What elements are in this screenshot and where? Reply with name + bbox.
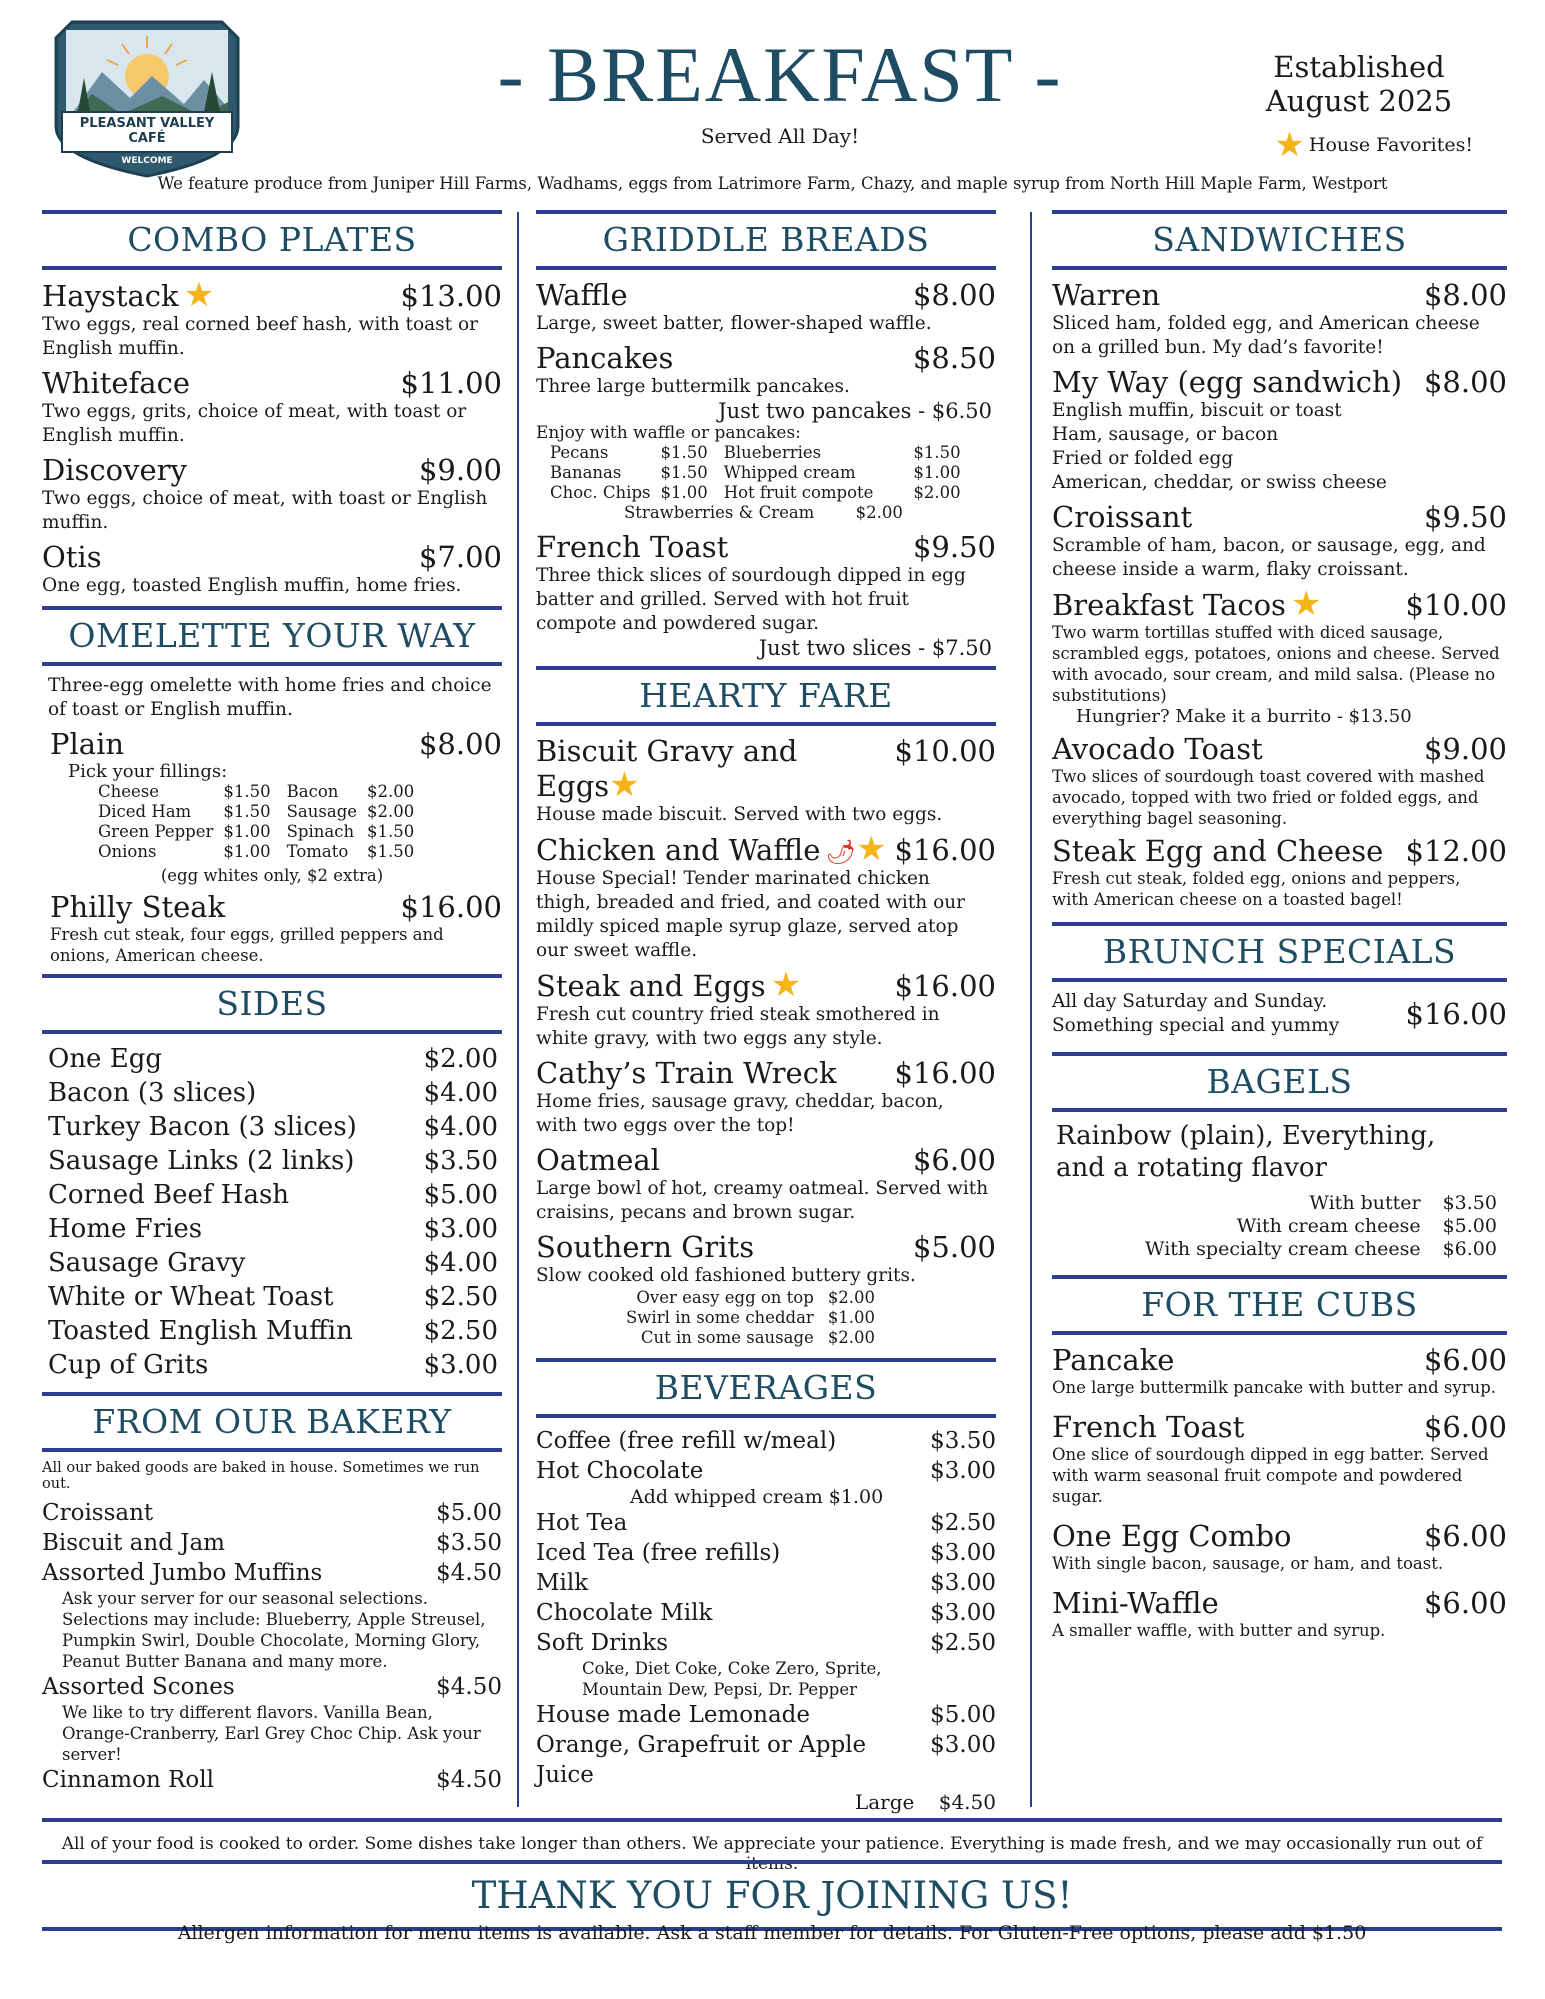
- fillings-label: Pick your fillings:: [68, 761, 228, 782]
- footer-note: All of your food is cooked to order. Some dishes take longer than others. We appreciate your patience. Everything is made fresh, and we may occasionally run out of items.: [42, 1818, 1502, 1874]
- menu-item: [42, 890, 502, 966]
- item-desc: Slow cooked old fashioned buttery grits.: [536, 1265, 916, 1286]
- menu-item: [536, 341, 996, 423]
- item-name: Southern Grits: [536, 1230, 755, 1264]
- list-item: [536, 1700, 996, 1730]
- filling-name: Onions: [98, 842, 157, 861]
- option-price: $3.50: [1442, 1192, 1497, 1214]
- produce-note: We feature produce from Juniper Hill Farms, Wadhams, eggs from Latrimore Farm, Chazy, and maple syrup from North Hill Maple Farm, Westport: [157, 174, 1388, 193]
- list-item: [48, 1212, 502, 1246]
- menu-item: [536, 530, 996, 660]
- topping-price: $1.50: [660, 443, 708, 462]
- item-price: $3.00: [930, 1570, 996, 1596]
- favorites-label: House Favorites!: [1308, 134, 1473, 156]
- item-name: Mini-Waffle: [1052, 1586, 1219, 1620]
- item-sub: Hungrier? Make it a burrito - $13.50: [1076, 706, 1412, 727]
- chili-pepper-icon: 🌶: [825, 838, 856, 866]
- table-row: [98, 802, 424, 822]
- item-price: $9.50: [1423, 500, 1507, 534]
- list-item: [48, 1076, 502, 1110]
- option-price: $6.00: [1442, 1238, 1497, 1260]
- menu-item: [1052, 584, 1507, 727]
- item-name: Steak Egg and Cheese: [1052, 834, 1384, 868]
- item-price: $6.00: [1423, 1586, 1507, 1620]
- item-name: Turkey Bacon (3 slices): [48, 1112, 357, 1142]
- menu-item: [536, 278, 996, 336]
- hearty-title: HEARTY FARE: [536, 666, 996, 726]
- filling-price: $1.00: [223, 822, 271, 841]
- item-name: French Toast: [536, 530, 729, 564]
- list-item: [48, 1246, 502, 1280]
- option-price: $5.00: [1442, 1215, 1497, 1237]
- item-desc: House Special! Tender marinated chicken thigh, breaded and fried, and coated with our mildly spiced maple syrup glaze, served atop our sweet waffle.: [536, 868, 965, 961]
- menu-item: [1052, 1519, 1507, 1574]
- item-desc: Three thick slices of sourdough dipped in egg batter and grilled. Served with hot fruit compote and powdered sugar.: [536, 565, 966, 634]
- item-price: $11.00: [400, 366, 502, 400]
- item-desc: Two eggs, choice of meat, with toast or English muffin.: [42, 488, 488, 533]
- item-desc: Fresh cut country fried steak smothered in white gravy, with two eggs any style.: [536, 1004, 940, 1049]
- topping-name: Blueberries: [723, 443, 822, 462]
- strawberries-row: [536, 503, 996, 522]
- item-price: $2.50: [423, 1316, 498, 1346]
- item-name: Hot Tea: [536, 1510, 628, 1536]
- menu-item: [1052, 1586, 1507, 1641]
- item-price: $16.00: [894, 1056, 996, 1090]
- list-item: [42, 1528, 502, 1558]
- table-row: [626, 1328, 885, 1348]
- item-price: $3.00: [423, 1350, 498, 1380]
- list-item: [536, 1628, 996, 1658]
- menu-item: [42, 727, 502, 761]
- item-price: $3.50: [930, 1428, 996, 1454]
- item-desc: Two warm tortillas stuffed with diced sausage, scrambled eggs, potatoes, onions and cheese. Served with avocado, sour cream, and mild salsa. (Please no substitutions): [1052, 623, 1500, 705]
- list-item: [536, 1730, 996, 1790]
- filling-price: $1.50: [223, 782, 271, 801]
- filling-price: $1.50: [367, 822, 415, 841]
- item-price: $12.00: [1405, 834, 1507, 868]
- established-line2: August 2025: [1265, 84, 1453, 118]
- star-icon: ★: [609, 765, 640, 805]
- item-desc: Two eggs, real corned beef hash, with toast or English muffin.: [42, 314, 478, 359]
- topping-price: $2.00: [913, 483, 961, 502]
- filling-price: $2.00: [367, 782, 415, 801]
- item-name: Waffle: [536, 278, 628, 312]
- option-name: With specialty cream cheese: [1145, 1238, 1421, 1260]
- cafe-logo: [52, 18, 242, 178]
- star-icon: ★: [770, 965, 802, 1005]
- item-desc: Coke, Diet Coke, Coke Zero, Sprite, Mountain Dew, Pepsi, Dr. Pepper: [582, 1659, 882, 1699]
- item-name: Cinnamon Roll: [42, 1767, 214, 1793]
- item-price: $6.00: [1423, 1519, 1507, 1553]
- table-row: [1145, 1215, 1507, 1238]
- item-price: $6.00: [1423, 1343, 1507, 1377]
- item-sub: Just two slices - $7.50: [758, 636, 992, 660]
- item-price: $16.00: [400, 890, 502, 924]
- item-name: Biscuit Gravy and Eggs: [536, 734, 798, 803]
- item-price: $2.00: [423, 1044, 498, 1074]
- item-price: $5.00: [436, 1500, 502, 1526]
- item-name: Sausage Links (2 links): [48, 1146, 355, 1176]
- star-icon: ★: [183, 275, 215, 315]
- item-desc: Three large buttermilk pancakes.: [536, 376, 850, 397]
- sandwiches-title: SANDWICHES: [1052, 210, 1507, 270]
- filling-price: $1.50: [223, 802, 271, 821]
- bagel-options: [1145, 1192, 1507, 1261]
- table-row: [1145, 1192, 1507, 1215]
- item-desc: One egg, toasted English muffin, home fries.: [42, 575, 462, 596]
- item-price: $10.00: [1405, 588, 1507, 622]
- table-row: [98, 842, 424, 862]
- favorites-legend: [1274, 125, 1473, 165]
- item-name: Hot Chocolate: [536, 1458, 704, 1484]
- item-desc: One large buttermilk pancake with butter and syrup.: [1052, 1378, 1497, 1397]
- item-name: Philly Steak: [50, 890, 226, 924]
- topping-name: Pecans: [550, 443, 609, 462]
- addon-price: $2.00: [827, 1288, 876, 1307]
- menu-item: [42, 275, 502, 361]
- item-name: Pancakes: [536, 341, 674, 375]
- list-item: [48, 1042, 502, 1076]
- list-item: [42, 1558, 502, 1588]
- item-price: $8.00: [418, 727, 502, 761]
- omelette-title: OMELETTE YOUR WAY: [42, 606, 502, 666]
- item-name: Home Fries: [48, 1214, 203, 1244]
- addon-price: $2.00: [827, 1328, 876, 1347]
- item-desc: Two eggs, grits, choice of meat, with toast or English muffin.: [42, 401, 467, 446]
- table-row: [550, 463, 971, 483]
- fillings-table: [98, 782, 424, 862]
- page-subtitle: Served All Day!: [700, 124, 860, 148]
- item-name: Haystack: [42, 279, 179, 313]
- brunch-title: BRUNCH SPECIALS: [1052, 922, 1507, 982]
- menu-item: [1052, 732, 1507, 829]
- star-icon: ★: [1291, 584, 1322, 624]
- table-row: [550, 483, 971, 503]
- item-price: $4.50: [436, 1767, 502, 1793]
- bagels-desc: Rainbow (plain), Everything, and a rotating flavor: [1056, 1121, 1436, 1183]
- table-row: [626, 1288, 885, 1308]
- menu-item: [536, 829, 996, 963]
- item-desc: Sliced ham, folded egg, and American cheese on a grilled bun. My dad’s favorite!: [1052, 313, 1480, 358]
- item-name: Oatmeal: [536, 1143, 660, 1177]
- thank-you-banner: THANK YOU FOR JOINING US!: [42, 1860, 1502, 1931]
- egg-whites-note: (egg whites only, $2 extra): [160, 866, 384, 885]
- column-left: [42, 210, 502, 1795]
- item-price: $3.00: [930, 1458, 996, 1484]
- item-price: $3.50: [436, 1530, 502, 1556]
- item-name: Otis: [42, 540, 102, 574]
- item-name: Iced Tea (free refills): [536, 1540, 781, 1566]
- list-item: [536, 1598, 996, 1628]
- item-name: Orange, Grapefruit or Apple Juice: [536, 1732, 867, 1788]
- menu-item: [536, 1143, 996, 1225]
- item-price: $5.00: [423, 1180, 498, 1210]
- filling-name: Green Pepper: [98, 822, 214, 841]
- item-price: $4.00: [423, 1112, 498, 1142]
- item-desc: With single bacon, sausage, or ham, and toast.: [1052, 1554, 1444, 1573]
- topping-price: $1.00: [660, 483, 708, 502]
- topping-price: $1.00: [913, 463, 961, 482]
- column-divider: [517, 212, 519, 1807]
- menu-item: [42, 540, 502, 598]
- addon-name: Cut in some sausage: [640, 1328, 814, 1347]
- item-name: Plain: [50, 727, 125, 761]
- column-divider: [1030, 212, 1032, 1807]
- item-name: Sausage Gravy: [48, 1248, 246, 1278]
- list-item: [42, 1672, 502, 1702]
- logo-text-line1: PLEASANT VALLEY: [79, 116, 215, 131]
- logo-badge-icon: [52, 18, 242, 178]
- grits-addons: [626, 1288, 885, 1348]
- topping-name: Strawberries & Cream: [624, 503, 815, 522]
- item-name: Discovery: [42, 453, 187, 487]
- item-desc: Scramble of ham, bacon, or sausage, egg, and cheese inside a warm, flaky croissant.: [1052, 535, 1486, 580]
- table-row: [98, 822, 424, 842]
- menu-item: [42, 453, 502, 535]
- item-desc: Fresh cut steak, folded egg, onions and peppers, with American cheese on a toasted bagel!: [1052, 869, 1461, 909]
- topping-price: $2.00: [855, 503, 903, 522]
- table-row: [1145, 1238, 1507, 1261]
- item-price: $16.00: [894, 969, 996, 1003]
- menu-item: [536, 1056, 996, 1138]
- combo-title: COMBO PLATES: [42, 210, 502, 270]
- item-price: $5.00: [912, 1230, 996, 1264]
- item-name: Chocolate Milk: [536, 1600, 713, 1626]
- topping-name: Hot fruit compote: [723, 483, 874, 502]
- addon-price: $1.00: [827, 1308, 876, 1327]
- addon-name: Swirl in some cheddar: [626, 1308, 814, 1327]
- item-price: $4.50: [436, 1560, 502, 1586]
- enjoy-label: Enjoy with waffle or pancakes:: [536, 423, 801, 443]
- item-name: Corned Beef Hash: [48, 1180, 290, 1210]
- item-name: One Egg Combo: [1052, 1519, 1292, 1553]
- menu-item: [1052, 365, 1507, 495]
- list-item: [42, 1765, 502, 1795]
- item-desc: House made biscuit. Served with two eggs.: [536, 804, 943, 825]
- item-price: $3.00: [930, 1600, 996, 1626]
- list-item: [42, 1498, 502, 1528]
- item-name: My Way (egg sandwich): [1052, 365, 1403, 399]
- item-desc-line: English muffin, biscuit or toast: [1052, 400, 1342, 421]
- item-desc: Ask your server for our seasonal selections. Selections may include: Blueberry, Apple Streusel, Pumpkin Swirl, Double Chocolate, Morning Glory, Peanut Butter Banana and many more.: [62, 1589, 486, 1671]
- page-title: - BREAKFAST -: [497, 31, 1063, 118]
- topping-name: Whipped cream: [723, 463, 856, 482]
- menu-item: [1052, 834, 1507, 910]
- item-price: $13.00: [400, 279, 502, 313]
- item-name: Large: [854, 1790, 915, 1814]
- menu-item: [42, 366, 502, 448]
- brunch-row: [1052, 990, 1507, 1038]
- established-label: [1249, 50, 1469, 118]
- item-price: $16.00: [1405, 997, 1507, 1031]
- item-name: Milk: [536, 1570, 589, 1596]
- item-name: Whiteface: [42, 366, 191, 400]
- menu-item: [1052, 500, 1507, 582]
- bagels-title: BAGELS: [1052, 1052, 1507, 1112]
- list-item: [536, 1426, 996, 1456]
- established-line1: Established: [1273, 50, 1445, 84]
- item-price: $3.00: [930, 1540, 996, 1566]
- item-price: $5.00: [930, 1702, 996, 1728]
- filling-name: Tomato: [286, 842, 349, 861]
- item-desc: We like to try different flavors. Vanilla Bean, Orange-Cranberry, Earl Grey Choc Chip. Ask your server!: [62, 1703, 481, 1764]
- item-desc: A smaller waffle, with butter and syrup.: [1052, 1621, 1386, 1640]
- griddle-title: GRIDDLE BREADS: [536, 210, 996, 270]
- item-name: Steak and Eggs: [536, 969, 766, 1003]
- item-desc-line: Ham, sausage, or bacon: [1052, 424, 1279, 445]
- item-sub: Just two pancakes - $6.50: [718, 399, 992, 423]
- table-row: [550, 443, 971, 463]
- list-item: [536, 1568, 996, 1598]
- bakery-title: FROM OUR BAKERY: [42, 1392, 502, 1452]
- list-item: [48, 1280, 502, 1314]
- column-right: [1052, 210, 1507, 1641]
- item-desc-line: Fried or folded egg: [1052, 448, 1234, 469]
- list-item: [536, 1456, 996, 1486]
- bakery-note: All our baked goods are baked in house. Sometimes we run out.: [42, 1460, 480, 1492]
- item-price: $8.00: [1423, 365, 1507, 399]
- item-price: $8.50: [912, 341, 996, 375]
- item-name: Breakfast Tacos: [1052, 588, 1286, 622]
- item-desc: All day Saturday and Sunday. Something special and yummy: [1052, 991, 1340, 1036]
- list-item: [536, 1538, 996, 1568]
- list-item: [48, 1144, 502, 1178]
- addon-name: Over easy egg on top: [636, 1288, 814, 1307]
- filling-name: Diced Ham: [98, 802, 192, 821]
- filling-price: $1.50: [367, 842, 415, 861]
- item-price: $8.00: [1423, 278, 1507, 312]
- list-item: [48, 1110, 502, 1144]
- item-price: $4.50: [436, 1674, 502, 1700]
- allergen-note: Allergen information for menu items is available. Ask a staff member for details. For Gluten-Free options, please add $1.50: [177, 1922, 1367, 1944]
- cubs-title: FOR THE CUBS: [1052, 1275, 1507, 1335]
- item-name: Biscuit and Jam: [42, 1530, 225, 1556]
- item-desc: Home fries, sausage gravy, cheddar, bacon, with two eggs over the top!: [536, 1091, 944, 1136]
- menu-item: [1052, 1343, 1507, 1398]
- item-name: Assorted Jumbo Muffins: [42, 1560, 323, 1586]
- item-name: Soft Drinks: [536, 1630, 669, 1656]
- filling-price: $1.00: [223, 842, 271, 861]
- table-row: [98, 782, 424, 802]
- sides-list: [42, 1042, 502, 1382]
- item-name: Croissant: [1052, 500, 1193, 534]
- item-desc: Fresh cut steak, four eggs, grilled peppers and onions, American cheese.: [50, 925, 444, 965]
- item-name: Croissant: [42, 1500, 154, 1526]
- item-price: $9.00: [1423, 732, 1507, 766]
- item-name: One Egg: [48, 1044, 162, 1074]
- menu-item: [1052, 278, 1507, 360]
- item-name: Cathy’s Train Wreck: [536, 1056, 837, 1090]
- item-name: House made Lemonade: [536, 1702, 811, 1728]
- item-price: $10.00: [894, 734, 996, 768]
- menu-item: [536, 965, 996, 1051]
- item-desc: Large, sweet batter, flower-shaped waffle.: [536, 313, 932, 334]
- item-price: $4.00: [423, 1248, 498, 1278]
- topping-name: Choc. Chips: [550, 483, 651, 502]
- menu-item: [536, 734, 996, 827]
- star-icon: ★: [855, 829, 887, 869]
- item-name: Toasted English Muffin: [48, 1316, 353, 1346]
- topping-name: Bananas: [550, 463, 622, 482]
- item-price: $6.00: [912, 1143, 996, 1177]
- menu-item: [1052, 1410, 1507, 1507]
- option-name: With butter: [1309, 1192, 1421, 1214]
- sides-title: SIDES: [42, 974, 502, 1034]
- toppings-table: [550, 443, 971, 503]
- list-item: [48, 1348, 502, 1382]
- item-desc: One slice of sourdough dipped in egg batter. Served with warm seasonal fruit compote and powdered sugar.: [1052, 1445, 1489, 1506]
- item-price: $3.50: [423, 1146, 498, 1176]
- logo-text-line3: WELCOME: [121, 156, 173, 166]
- list-item: [536, 1508, 996, 1538]
- filling-price: $2.00: [367, 802, 415, 821]
- list-item: [48, 1178, 502, 1212]
- menu-item: [536, 1230, 996, 1288]
- whipped-addon: Add whipped cream $1.00: [630, 1486, 884, 1508]
- item-name: French Toast: [1052, 1410, 1245, 1444]
- item-price: $2.50: [930, 1510, 996, 1536]
- omelette-intro: Three-egg omelette with home fries and choice of toast or English muffin.: [48, 675, 492, 720]
- topping-price: $1.50: [913, 443, 961, 462]
- beverages-title: BEVERAGES: [536, 1358, 996, 1418]
- item-price: $4.50: [938, 1790, 996, 1814]
- item-name: Bacon (3 slices): [48, 1078, 257, 1108]
- item-price: $3.00: [423, 1214, 498, 1244]
- item-price: $6.00: [1423, 1410, 1507, 1444]
- table-row: [626, 1308, 885, 1328]
- item-name: Cup of Grits: [48, 1350, 209, 1380]
- logo-text-line2: CAFÉ: [128, 131, 166, 146]
- item-price: $3.00: [930, 1732, 996, 1758]
- item-price: $2.50: [423, 1282, 498, 1312]
- item-price: $9.00: [418, 453, 502, 487]
- item-price: $9.50: [912, 530, 996, 564]
- large-row: [536, 1790, 996, 1814]
- filling-name: Bacon: [286, 782, 339, 801]
- item-name: Pancake: [1052, 1343, 1175, 1377]
- item-price: $8.00: [912, 278, 996, 312]
- column-middle: [536, 210, 996, 1814]
- option-name: With cream cheese: [1236, 1215, 1421, 1237]
- item-desc: Large bowl of hot, creamy oatmeal. Served with craisins, pecans and brown sugar.: [536, 1178, 989, 1223]
- item-desc-line: American, cheddar, or swiss cheese: [1052, 472, 1387, 493]
- item-price: $7.00: [418, 540, 502, 574]
- filling-name: Spinach: [286, 822, 355, 841]
- item-name: Warren: [1052, 278, 1161, 312]
- topping-price: $1.50: [660, 463, 708, 482]
- item-desc: Two slices of sourdough toast covered with mashed avocado, topped with two fried or folded eggs, and everything bagel seasoning.: [1052, 767, 1485, 828]
- star-icon: ★: [1274, 125, 1305, 165]
- item-name: Chicken and Waffle: [536, 833, 821, 867]
- item-name: White or Wheat Toast: [48, 1282, 334, 1312]
- filling-name: Cheese: [98, 782, 160, 801]
- item-name: Assorted Scones: [42, 1674, 235, 1700]
- item-price: $4.00: [423, 1078, 498, 1108]
- item-name: Coffee (free refill w/meal): [536, 1428, 837, 1454]
- item-price: $2.50: [930, 1630, 996, 1656]
- list-item: [48, 1314, 502, 1348]
- item-name: Avocado Toast: [1052, 732, 1263, 766]
- filling-name: Sausage: [286, 802, 358, 821]
- item-price: $16.00: [894, 833, 996, 867]
